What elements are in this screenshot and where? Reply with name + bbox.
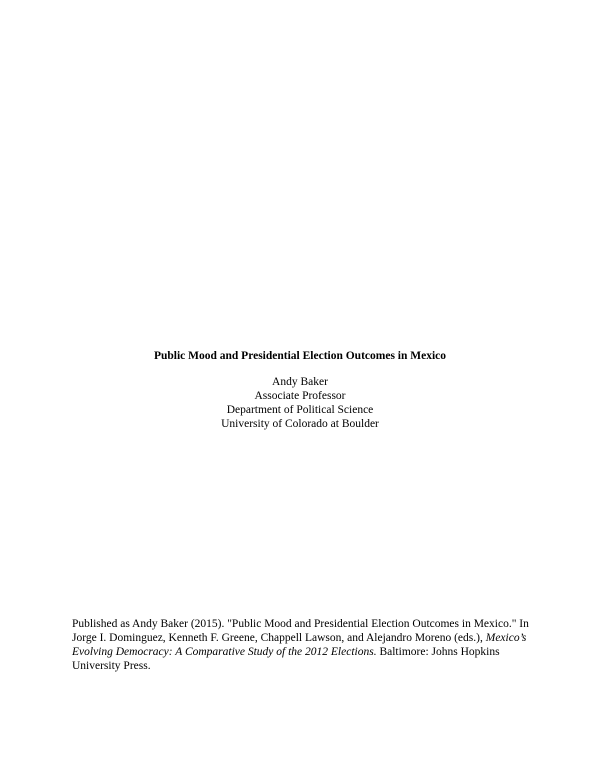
title-block: [0, 349, 600, 431]
author-position: Associate Professor: [254, 390, 346, 402]
author-department: Department of Political Science: [226, 404, 374, 416]
citation-prefix: Published as Andy Baker (2015). "Public Mood and Presidential Election Outcomes in Mexico." In Jorge I. Dominguez, Kenneth F. Greene, Chappell Lawson, and Alejandro Moreno (eds.),: [72, 618, 529, 644]
publication-citation: [72, 617, 542, 673]
citation-suffix: Baltimore: Johns Hopkins University Press.: [72, 646, 500, 672]
author-institution: University of Colorado at Boulder: [221, 418, 379, 430]
author-name: Andy Baker: [272, 376, 328, 388]
citation-book-title: Mexico’s Evolving Democracy: A Comparative Study of the 2012 Elections.: [72, 632, 527, 658]
paper-title: Public Mood and Presidential Election Outcomes in Mexico: [153, 350, 447, 362]
